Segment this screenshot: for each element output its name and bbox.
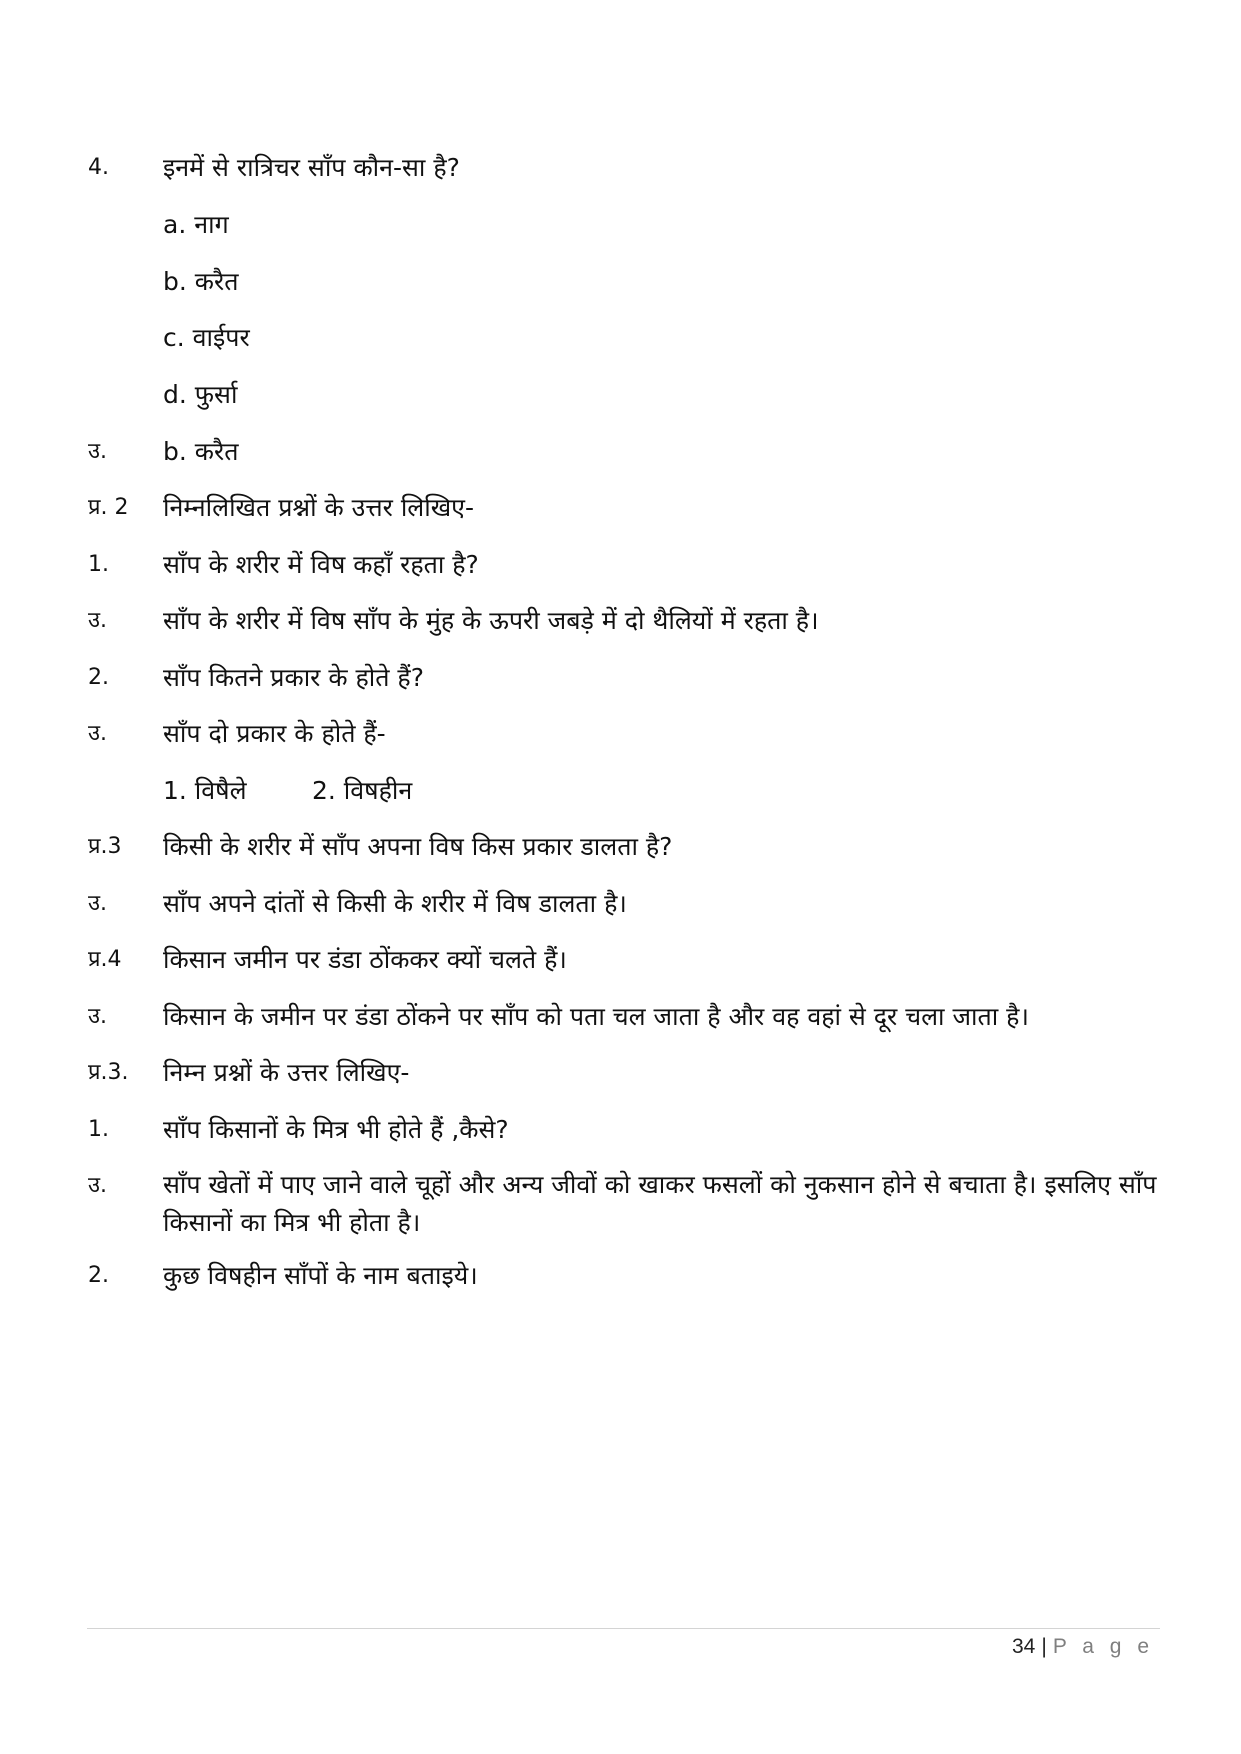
question-number: प्र.4: [88, 947, 122, 972]
option-d: [0, 375, 1241, 415]
answer-2-1: [0, 601, 1241, 641]
section-2-heading: [0, 488, 1241, 528]
answer-4b: [0, 997, 1241, 1037]
page-label: P a g e: [1052, 1635, 1154, 1658]
option-c: [0, 318, 1241, 358]
section-title: निम्न प्रश्नों के उत्तर लिखिए-: [163, 1058, 410, 1087]
question-number: 1.: [88, 1117, 109, 1142]
answer-text: किसान के जमीन पर डंडा ठोंकने पर साँप को पता चल जाता है और वह वहां से दूर चला जाता है।: [163, 1002, 1029, 1031]
question-2-1: [0, 545, 1241, 585]
answer-3-1: [0, 1166, 1241, 1246]
question-3: [0, 827, 1241, 867]
question-text: किसी के शरीर में साँप अपना विष किस प्रकार डालता है?: [163, 832, 673, 861]
answer-label: उ.: [88, 1173, 108, 1198]
answer-text: साँप खेतों में पाए जाने वाले चूहों और अन्य जीवों को खाकर फसलों को नुकसान होने से बचाता है। इसलिए साँप किसानों का मित्र भी होता है।: [163, 1170, 1157, 1237]
option-label: b. करैत: [163, 267, 239, 296]
answer-text: b. करैत: [163, 437, 239, 466]
question-4b: [0, 940, 1241, 980]
footer-divider: [87, 1628, 1160, 1629]
footer-separator: |: [1041, 1635, 1047, 1658]
answer-label: उ.: [88, 439, 108, 464]
option-label: c. वाईपर: [163, 323, 250, 352]
answer-label: उ.: [88, 721, 108, 746]
question-text: कुछ विषहीन साँपों के नाम बताइये।: [163, 1261, 478, 1290]
question-text: किसान जमीन पर डंडा ठोंककर क्यों चलते हैं।: [163, 945, 567, 974]
type-non-venomous: 2. विषहीन: [312, 776, 413, 805]
answer-text: साँप के शरीर में विष साँप के मुंह के ऊपरी जबड़े में दो थैलियों में रहता है।: [163, 606, 819, 635]
option-b: [0, 262, 1241, 302]
option-a: [0, 205, 1241, 245]
answer-2-2: [0, 714, 1241, 754]
answer-3: [0, 884, 1241, 924]
question-text: साँप के शरीर में विष कहाँ रहता है?: [163, 550, 479, 579]
question-text: इनमें से रात्रिचर साँप कौन-सा है?: [163, 153, 460, 182]
question-number: 2.: [88, 665, 109, 690]
question-text: साँप किसानों के मित्र भी होते हैं ,कैसे?: [163, 1115, 509, 1144]
question-number: 2.: [88, 1263, 109, 1288]
section-number: प्र. 2: [88, 495, 129, 520]
question-3-2: [0, 1256, 1241, 1296]
question-number: 1.: [88, 552, 109, 577]
section-title: निम्नलिखित प्रश्नों के उत्तर लिखिए-: [163, 493, 475, 522]
question-number: प्र.3: [88, 834, 122, 859]
answer-label: उ.: [88, 1004, 108, 1029]
answer-q4: [0, 432, 1241, 472]
answer-label: उ.: [88, 608, 108, 633]
option-label: a. नाग: [163, 210, 229, 239]
answer-text: साँप अपने दांतों से किसी के शरीर में विष डालता है।: [163, 889, 627, 918]
type-venomous: 1. विषैले: [163, 776, 247, 805]
answer-label: उ.: [88, 891, 108, 916]
page-number: 34: [1012, 1635, 1036, 1658]
section-number: प्र.3.: [88, 1060, 129, 1085]
question-text: साँप कितने प्रकार के होते हैं?: [163, 663, 424, 692]
question-2-2: [0, 658, 1241, 698]
question-3-1: [0, 1110, 1241, 1150]
question-4: [0, 148, 1241, 188]
snake-types: [0, 771, 1241, 811]
option-label: d. फुर्सा: [163, 380, 238, 409]
section-3-heading: [0, 1053, 1241, 1093]
page-footer: [1012, 1630, 1154, 1664]
answer-text: साँप दो प्रकार के होते हैं-: [163, 719, 386, 748]
question-number: 4.: [88, 155, 109, 180]
